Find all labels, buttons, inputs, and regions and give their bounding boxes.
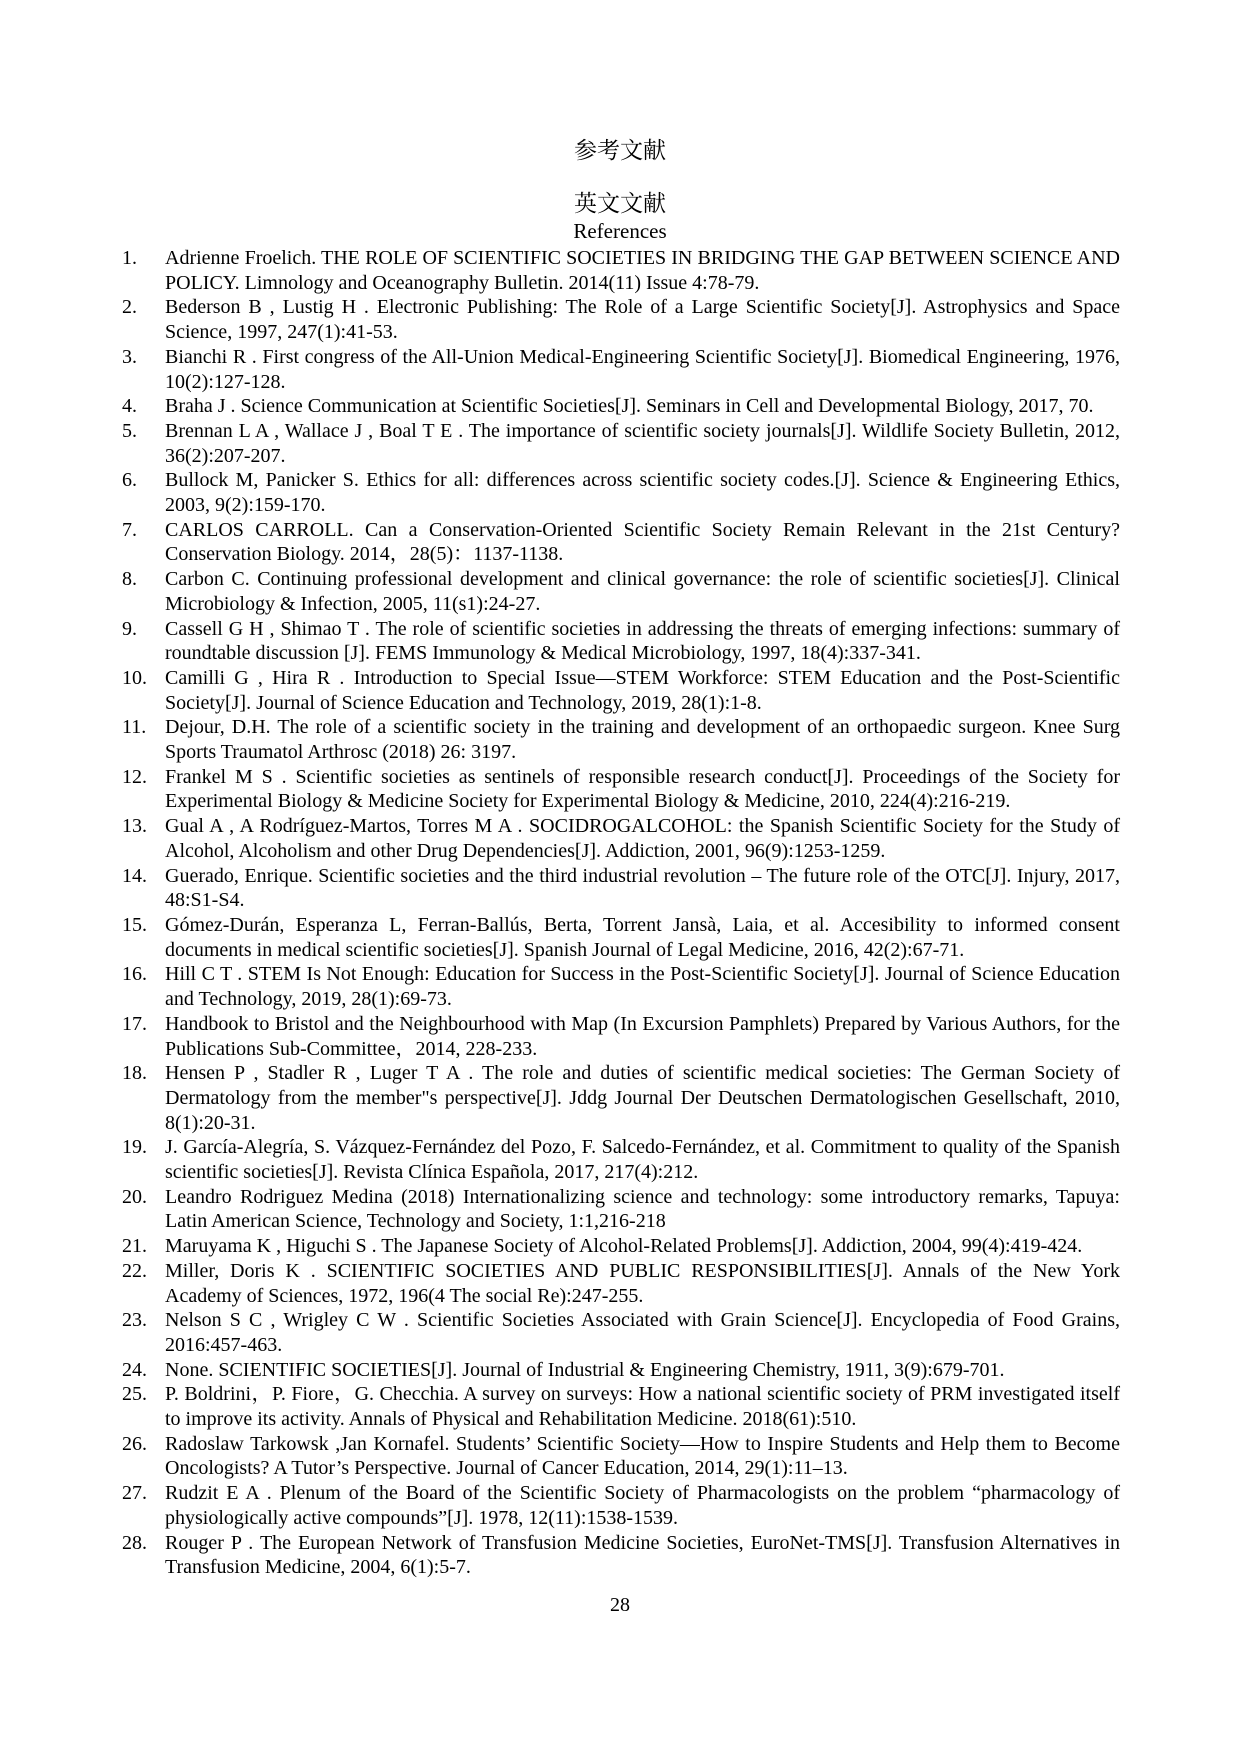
section-title-chinese: 英文文献: [574, 191, 666, 216]
reference-number: 10.: [122, 666, 147, 689]
reference-number: 3.: [122, 345, 137, 368]
reference-number: 26.: [122, 1432, 147, 1455]
reference-number: 20.: [122, 1185, 147, 1208]
reference-number: 19.: [122, 1136, 147, 1159]
reference-text: Handbook to Bristol and the Neighbourhood with Map (In Excursion Pamphlets) Prepared by Various Authors, for the Publications Sub-Committee，2014, 228-233.: [165, 1012, 1120, 1060]
reference-item: [122, 246, 1120, 295]
reference-text: P. Boldrini，P. Fiore，G. Checchia. A survey on surveys: How a national scientific society of PRM investigated itself to improve its activity. Annals of Physical and Rehabilitation Medicine. 2018(61):510.: [165, 1383, 1120, 1431]
reference-number: 23.: [122, 1309, 147, 1332]
reference-item: [122, 715, 1120, 764]
reference-item: [122, 1358, 1120, 1383]
reference-number: 9.: [122, 617, 137, 640]
reference-item: [122, 1234, 1120, 1259]
reference-number: 24.: [122, 1358, 147, 1381]
page-title: 参考文献: [574, 138, 666, 163]
reference-item: [122, 765, 1120, 814]
reference-number: 6.: [122, 469, 137, 492]
reference-text: Rouger P . The European Network of Transfusion Medicine Societies, EuroNet-TMS[J]. Transfusion Alternatives in Transfusion Medicine, 2004, 6(1):5-7.: [165, 1531, 1120, 1579]
reference-item: [122, 1531, 1120, 1580]
reference-number: 8.: [122, 568, 137, 591]
reference-text: Guerado, Enrique. Scientific societies and the third industrial revolution – The future role of the OTC[J]. Injury, 2017, 48:S1-S4.: [165, 864, 1120, 912]
reference-number: 25.: [122, 1383, 147, 1406]
reference-number: 1.: [122, 247, 137, 269]
reference-number: 14.: [122, 864, 147, 887]
reference-text: Cassell G H , Shimao T . The role of scientific societies in addressing the threats of emerging infections: summary of roundtable discussion [J]. FEMS Immunology & Medical Microbiology, 1997, 18(4):337-341.: [165, 617, 1120, 665]
reference-text: Hensen P , Stadler R , Luger T A . The role and duties of scientific medical societies: The German Society of Dermatology from the member"s perspective[J]. Jddg Journal Der Deutschen Dermatologischen Gesellschaft, 2010, 8(1):20-31.: [165, 1062, 1120, 1134]
reference-text: Bullock M, Panicker S. Ethics for all: differences across scientific society codes.[J]. Science & Engineering Ethics, 2003, 9(2):159-170.: [165, 469, 1120, 517]
reference-text: Gual A , A Rodríguez-Martos, Torres M A . SOCIDROGALCOHOL: the Spanish Scientific Society for the Study of Alcohol, Alcoholism and other Drug Dependencies[J]. Addiction, 2001, 96(9):1253-1259.: [165, 815, 1120, 862]
reference-text: None. SCIENTIFIC SOCIETIES[J]. Journal of Industrial & Engineering Chemistry, 1911, 3(9):679-701.: [165, 1358, 1005, 1381]
reference-text: Nelson S C , Wrigley C W . Scientific Societies Associated with Grain Science[J]. Encyclopedia of Food Grains, 2016:457-463.: [165, 1309, 1120, 1356]
reference-text: Carbon C. Continuing professional development and clinical governance: the role of scientific societies[J]. Clinical Microbiology & Infection, 2005, 11(s1):24-27.: [165, 568, 1120, 615]
reference-text: Bianchi R . First congress of the All-Union Medical-Engineering Scientific Society[J]. Biomedical Engineering, 1976, 10(2):127-128.: [165, 345, 1120, 393]
reference-text: Rudzit E A . Plenum of the Board of the Scientific Society of Pharmacologists on the problem “pharmacology of physiologically active compounds”[J]. 1978, 12(11):1538-1539.: [165, 1482, 1120, 1529]
reference-item: [122, 1012, 1120, 1061]
reference-text: Braha J . Science Communication at Scientific Societies[J]. Seminars in Cell and Developmental Biology, 2017, 70.: [165, 395, 1094, 418]
reference-item: [122, 617, 1120, 666]
reference-number: 28.: [122, 1531, 147, 1554]
reference-number: 13.: [122, 815, 147, 838]
reference-item: [122, 913, 1120, 962]
reference-item: [122, 1481, 1120, 1530]
reference-item: [122, 345, 1120, 394]
reference-item: [122, 864, 1120, 913]
reference-item: [122, 468, 1120, 517]
reference-text: Brennan L A , Wallace J , Boal T E . The importance of scientific society journals[J]. Wildlife Society Bulletin, 2012, 36(2):207-207.: [165, 419, 1120, 467]
reference-item: [122, 1432, 1120, 1481]
reference-number: 21.: [122, 1235, 147, 1258]
reference-text: Leandro Rodriguez Medina (2018) Internationalizing science and technology: some introductory remarks, Tapuya: Latin American Science, Technology and Society, 1:1,216-218: [165, 1185, 1120, 1233]
reference-text: CARLOS CARROLL. Can a Conservation-Oriented Scientific Society Remain Relevant in the 21st Century? Conservation Biology. 2014，28(5)：1137-1138.: [165, 518, 1120, 566]
reference-number: 16.: [122, 963, 147, 986]
reference-text: J. García-Alegría, S. Vázquez-Fernández del Pozo, F. Salcedo-Fernández, et al. Commitment to quality of the Spanish scientific societies[J]. Revista Clínica Española, 2017, 217(4):212.: [165, 1136, 1120, 1184]
reference-number: 5.: [122, 419, 137, 442]
reference-text: Camilli G , Hira R . Introduction to Special Issue—STEM Workforce: STEM Education and the Post-Scientific Society[J]. Journal of Science Education and Technology, 2019, 28(1):1-8.: [165, 666, 1120, 714]
reference-item: [122, 518, 1120, 567]
page-number: 28: [610, 1593, 630, 1616]
reference-text: Radoslaw Tarkowsk ,Jan Kornafel. Students’ Scientific Society—How to Inspire Students and Help them to Become Oncologists? A Tutor’s Perspective. Journal of Cancer Education, 2014, 29(1):11–13.: [165, 1432, 1120, 1480]
reference-item: [122, 295, 1120, 344]
reference-item: [122, 567, 1120, 616]
reference-text: Bederson B , Lustig H . Electronic Publishing: The Role of a Large Scientific Society[J]. Astrophysics and Space Science, 1997, 247(1):41-53.: [165, 296, 1120, 344]
reference-number: 11.: [122, 716, 147, 739]
reference-item: [122, 1135, 1120, 1184]
reference-number: 4.: [122, 395, 137, 418]
reference-text: Gómez-Durán, Esperanza L, Ferran-Ballús, Berta, Torrent Jansà, Laia, et al. Accesibility to informed consent documents in medical scientific societies[J]. Spanish Journal of Legal Medicine, 2016, 42(2):67-71.: [165, 913, 1120, 961]
reference-number: 18.: [122, 1062, 147, 1085]
reference-item: [122, 1185, 1120, 1234]
reference-item: [122, 1061, 1120, 1135]
reference-number: 2.: [122, 296, 137, 319]
reference-item: [122, 666, 1120, 715]
reference-item: [122, 962, 1120, 1011]
section-title-references: References: [573, 219, 667, 243]
references-list: [0, 246, 1240, 1580]
reference-number: 7.: [122, 518, 137, 541]
reference-number: 12.: [122, 765, 147, 788]
reference-number: 27.: [122, 1482, 147, 1505]
reference-text: Maruyama K , Higuchi S . The Japanese Society of Alcohol-Related Problems[J]. Addiction, 2004, 99(4):419-424.: [165, 1235, 1083, 1258]
reference-text: Miller, Doris K . SCIENTIFIC SOCIETIES AND PUBLIC RESPONSIBILITIES[J]. Annals of the New York Academy of Sciences, 1972, 196(4 The social Re):247-255.: [165, 1259, 1120, 1307]
reference-item: [122, 1382, 1120, 1431]
reference-number: 17.: [122, 1012, 147, 1035]
reference-text: Hill C T . STEM Is Not Enough: Education for Success in the Post-Scientific Society[J]. Journal of Science Education and Technology, 2019, 28(1):69-73.: [165, 963, 1120, 1011]
reference-number: 15.: [122, 913, 147, 936]
reference-text: Frankel M S . Scientific societies as sentinels of responsible research conduct[J]. Proceedings of the Society for Experimental Biology & Medicine Society for Experimental Biology & Medicine, 2010, 224(4):216-219.: [165, 765, 1120, 813]
reference-item: [122, 419, 1120, 468]
reference-number: 22.: [122, 1259, 147, 1282]
reference-item: [122, 814, 1120, 863]
reference-item: [122, 1308, 1120, 1357]
reference-text: Adrienne Froelich. THE ROLE OF SCIENTIFIC SOCIETIES IN BRIDGING THE GAP BETWEEN SCIENCE AND POLICY. Limnology and Oceanography Bulletin. 2014(11) Issue 4:78-79.: [165, 247, 1120, 294]
reference-item: [122, 394, 1120, 419]
reference-text: Dejour, D.H. The role of a scientific society in the training and development of an orthopaedic surgeon. Knee Surg Sports Traumatol Arthrosc (2018) 26: 3197.: [165, 716, 1120, 764]
reference-item: [122, 1259, 1120, 1308]
